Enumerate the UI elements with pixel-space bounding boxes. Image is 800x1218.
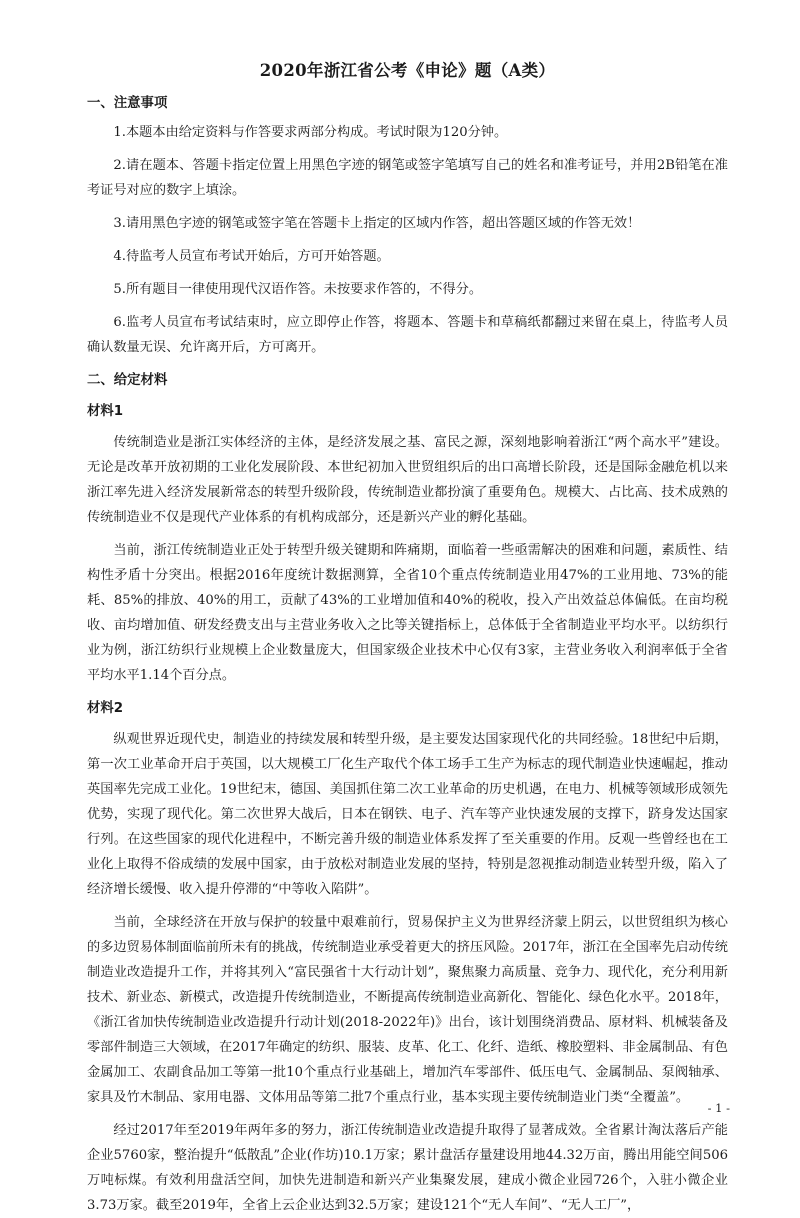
note-item: 6.监考人员宣布考试结束时，应立即停止作答，将题本、答题卡和草稿纸都翻过来留在桌上，待监考人员确认数量无误、允许离开后，方可离开。 [87,315,728,355]
material-2-paragraph: 纵观世界近现代史，制造业的持续发展和转型升级，是主要发达国家现代化的共同经验。18世纪中后期，第一次工业革命开启于英国，以大规模工厂化生产取代个体工场手工生产为标志的现代制造业快速崛起，推动英国率先完成工业化。19世纪末，德国、美国抓住第二次工业革命的历史机遇，在电力、机械等领域形成领先优势，实现了现代化。第二次世界大战后，日本在钢铁、电子、汽车等产业快速发展的支撑下，跻身发达国家行列。在这些国家的现代化进程中，不断完善升级的制造业体系发挥了至关重要的作用。反观一些曾经也在工业化上取得不俗成绩的发展中国家，由于放松对制造业发展的坚持，特别是忽视推动制造业转型升级，陷入了经济增长缓慢、收入提升停滞的“中等收入陷阱”。 [87,732,728,897]
note-item: 1.本题本由给定资料与作答要求两部分构成。考试时限为120分钟。 [113,125,508,140]
material-2-heading: 材料2 [87,701,124,716]
material-2-paragraph: 当前，全球经济在开放与保护的较量中艰难前行，贸易保护主义为世界经济蒙上阴云，以世贸组织为核心的多边贸易体制面临前所未有的挑战，传统制造业承受着更大的挤压风险。2017年，浙江在全国率先启动传统制造业改造提升工作，并将其列入“富民强省十大行动计划”，聚焦聚力高质量、竞争力、现代化，充分利用新技术、新业态、新模式，改造提升传统制造业，不断提高传统制造业高新化、智能化、绿色化水平。2018年，《浙江省加快传统制造业改造提升行动计划(2018-2022年)》出台，该计划围绕消费品、原材料、机械装备及零部件制造三大领域，在2017年确定的纺织、服装、皮革、化工、化纤、造纸、橡胶塑料、非金属制品、有色金属加工、农副食品加工等第一批10个重点行业基础上，增加汽车零部件、低压电气、金属制品、泵阀轴承、家具及竹木制品、家用电器、文体用品等第二批7个重点行业，基本实现主要传统制造业门类“全覆盖”。 [87,915,728,1105]
material-2-paragraph: 经过2017年至2019年两年多的努力，浙江传统制造业改造提升取得了显著成效。全省累计淘汰落后产能企业5760家，整治提升“低散乱”企业(作坊)10.1万家；累计盘活存量建设用地44.32万亩，腾出用能空间506万吨标煤。有效利用盘活空间，加快先进制造和新兴产业集聚发展，建成小微企业园726个，入驻小微企业3.73万家。截至2019年，全省上云企业达到32.5万家；建设121个“无人车间”、“无人工厂”， [87,1123,728,1213]
section-heading-materials: 二、给定材料 [87,373,168,388]
page-number: - 1 - [707,1101,730,1115]
section-heading-notes: 一、注意事项 [87,96,168,111]
material-1-paragraph: 当前，浙江传统制造业正处于转型升级关键期和阵痛期，面临着一些亟需解决的困难和问题，素质性、结构性矛盾十分突出。根据2016年度统计数据测算，全省10个重点传统制造业用47%的工业用地、73%的能耗、85%的排放、40%的用工，贡献了43%的工业增加值和40%的税收，投入产出效益总体偏低。在亩均税收、亩均增加值、研发经费支出与主营业务收入之比等关键指标上，总体低于全省制造业平均水平。以纺织行业为例，浙江纺织行业规模上企业数量庞大，但国家级企业技术中心仅有3家，主营业务收入利润率低于全省平均水平1.14个百分点。 [87,543,728,683]
document-title: 2020年浙江省公考《申论》题（A类） [259,61,556,80]
note-item: 5.所有题目一律使用现代汉语作答。未按要求作答的，不得分。 [113,282,483,297]
material-1-paragraph: 传统制造业是浙江实体经济的主体，是经济发展之基、富民之源，深刻地影响着浙江“两个高水平”建设。无论是改革开放初期的工业化发展阶段、本世纪初加入世贸组织后的出口高增长阶段，还是国际金融危机以来浙江率先进入经济发展新常态的转型升级阶段，传统制造业都扮演了重要角色。规模大、占比高、技术成熟的传统制造业不仅是现代产业体系的有机构成部分，还是新兴产业的孵化基础。 [87,435,728,525]
note-item: 2.请在题本、答题卡指定位置上用黑色字迹的钢笔或签字笔填写自己的姓名和准考证号，并用2B铅笔在准考证号对应的数字上填涂。 [87,158,728,198]
material-1-heading: 材料1 [87,404,124,419]
note-item: 4.待监考人员宣布考试开始后，方可开始答题。 [113,249,390,264]
notes-list [87,120,728,360]
note-item: 3.请用黑色字迹的钢笔或签字笔在答题卡上指定的区域内作答，超出答题区域的作答无效！ [113,216,641,231]
